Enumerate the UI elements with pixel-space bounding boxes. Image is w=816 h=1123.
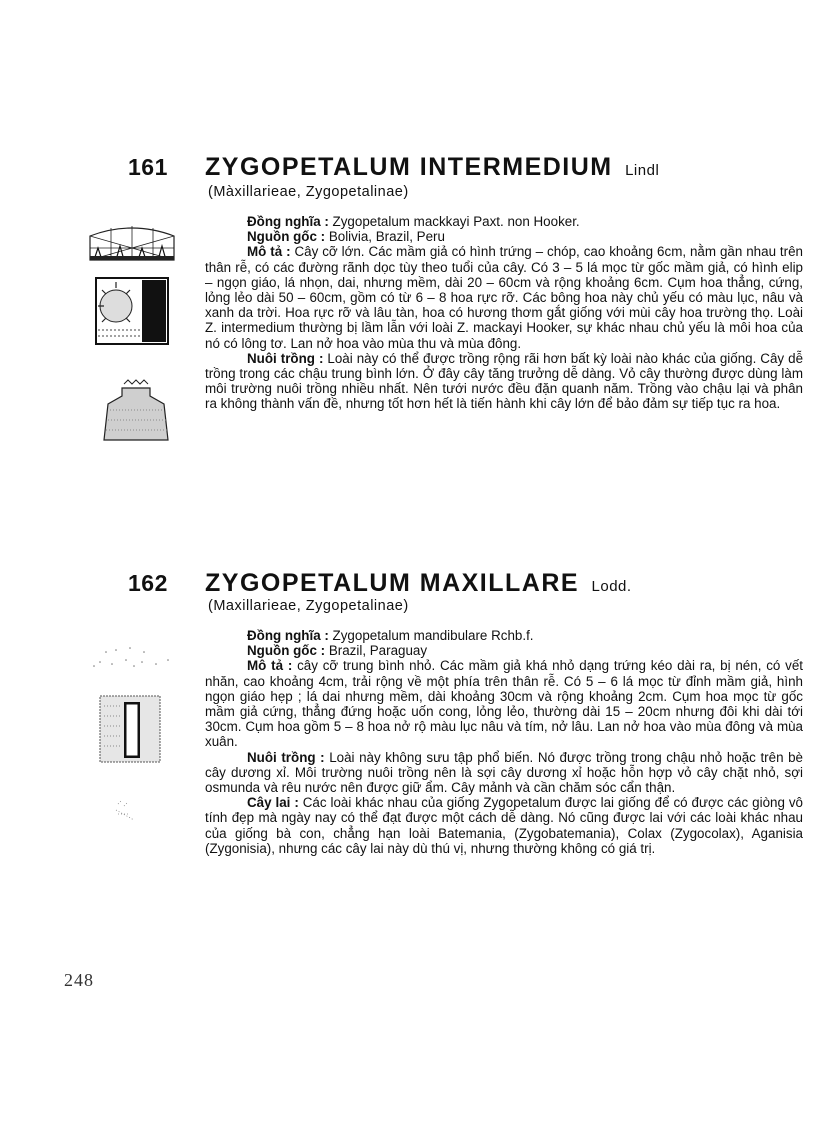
species-author: Lindl [625,162,660,179]
origin-line: Nguồn gốc : Bolivia, Brazil, Peru [247,229,445,245]
origin-line: Nguồn gốc : Brazil, Paraguay [247,643,428,659]
culture-paragraph: Nuôi trồng : Loài này không sưu tập phổ biến. Nó được trồng trong chậu nhỏ hoặc trên bè cây dương xỉ. Môi trường nuôi trồng nên là sợi cây dương xỉ hoặc hỗn hợp vỏ cây chặt nhỏ, sợi osmunda và rêu nước nên được giữ ẩm. Cây mảnh và cần chăm sóc cẩn thận. [205,749,804,796]
species-author: Lodd. [591,578,632,595]
species-title [205,153,659,182]
species-name: ZYGOPETALUM MAXILLARE [205,569,580,597]
faint-greenhouse-icon [93,647,169,667]
entry-body [205,628,803,856]
species-title [205,569,632,598]
description-paragraph: Mô tả : Cây cỡ lớn. Các mầm giả có hình trứng – chóp, cao khoảng 6cm, nằm gần nhau trên thân rễ, có các đường rãnh dọc tùy theo tuổi của cây. Có 3 – 5 lá mọc từ gốc mầm giả, có hình elip – ngọn giáo, lá nhọn, dai, nhưng mềm, dài 20 – 60cm và rộng khoảng 6cm. Cụm hoa thẳng, cứng, lỏng lẻo dài 50 – 60cm, gồm có từ 6 – 8 hoa rực rỡ. Các bông hoa này chủ yếu có màu lục, nâu và xanh da trời. Hoa rực rỡ và lâu tàn, hoa có hương thơm gắt giống với mùi cây hoa trường thọ. Loài Z. intermedium thường bị lầm lẫn với loài Z. mackayi Hooker, sự khác nhau chủ yếu là môi hoa của nó có lông tơ. Lan nở hoa vào mùa thu và mùa đông. [205,244,804,351]
description-paragraph: Mô tả : cây cỡ trung bình nhỏ. Các mầm giả khá nhỏ dạng trứng kéo dài ra, bị nén, có vết nhăn, cao khoảng 4cm, trải rộng về một phía trên thân rễ. Có 5 – 6 lá mọc từ đỉnh mầm giả, hình ngọn giáo hẹp ; lá dai nhưng mềm, dài khoảng 30cm và rộng khoảng 2cm. Cụm hoa mọc từ gốc mầm giả cứng, thẳng đứng hoặc uốn cong, lỏng lẻo, thường dài 15 – 20cm nhưng đôi khi dài tới 30cm. Cụm hoa gồm 5 – 8 hoa nở rộ màu lục nâu và tím, nở lâu. Lan nở hoa vào mùa đông và mùa xuân. [205,658,804,750]
tribe-label: (Màxillarieae, Zygopetalinae) [208,184,409,200]
culture-paragraph: Nuôi trồng : Loài này có thể được trồng rộng rãi hơn bất kỳ loài nào khác của giống. Cây dễ trồng trong các chậu trung bình lớn. Ở đây cây tăng trưởng dễ dàng. Vỏ cây thường được dùng làm môi trường nuôi trồng nhiều nhất. Nên tưới nước đều đặn quanh năm. Trồng vào chậu lại và phân ra không thành vấn đề, nhưng tốt hơn hết là tiến hành khi cây lớn để bảo đảm sự tiếp tục ra hoa. [205,350,804,412]
hybrid-paragraph: Cây lai : Các loài khác nhau của giống Zygopetalum được lai giống để có được các giòng vô tính đẹp mà ngày nay có thể đạt được một cách dễ dàng. Nó cũng được lai với các loài khác nhau của giống bà con, chẳng hạn loài Batemania, (Zygobatemania), Colax (Zygocolax), Aganisia (Zygonisia), nhưng các cây lai này dù thú vị, nhưng thường không có giá trị. [205,795,803,856]
entry-number: 162 [128,570,168,596]
entry-body [205,214,803,412]
habitat-icons [86,640,178,830]
synonym-line: Đồng nghĩa : Zygopetalum mackkayi Paxt. non Hooker. [247,214,580,229]
greenhouse-icon [90,226,174,260]
shade-window-icon [100,696,160,762]
species-name: ZYGOPETALUM INTERMEDIUM [205,153,613,181]
faint-pot-icon [116,800,134,820]
light-window-icon [96,278,168,344]
entry-number: 161 [128,154,168,180]
page-number: 248 [64,970,94,990]
pot-icon [104,380,168,440]
habitat-icons [86,224,178,446]
synonym-line: Đồng nghĩa : Zygopetalum mandibulare Rchb.f. [247,628,534,643]
tribe-label: (Maxillarieae, Zygopetalinae) [208,598,409,614]
